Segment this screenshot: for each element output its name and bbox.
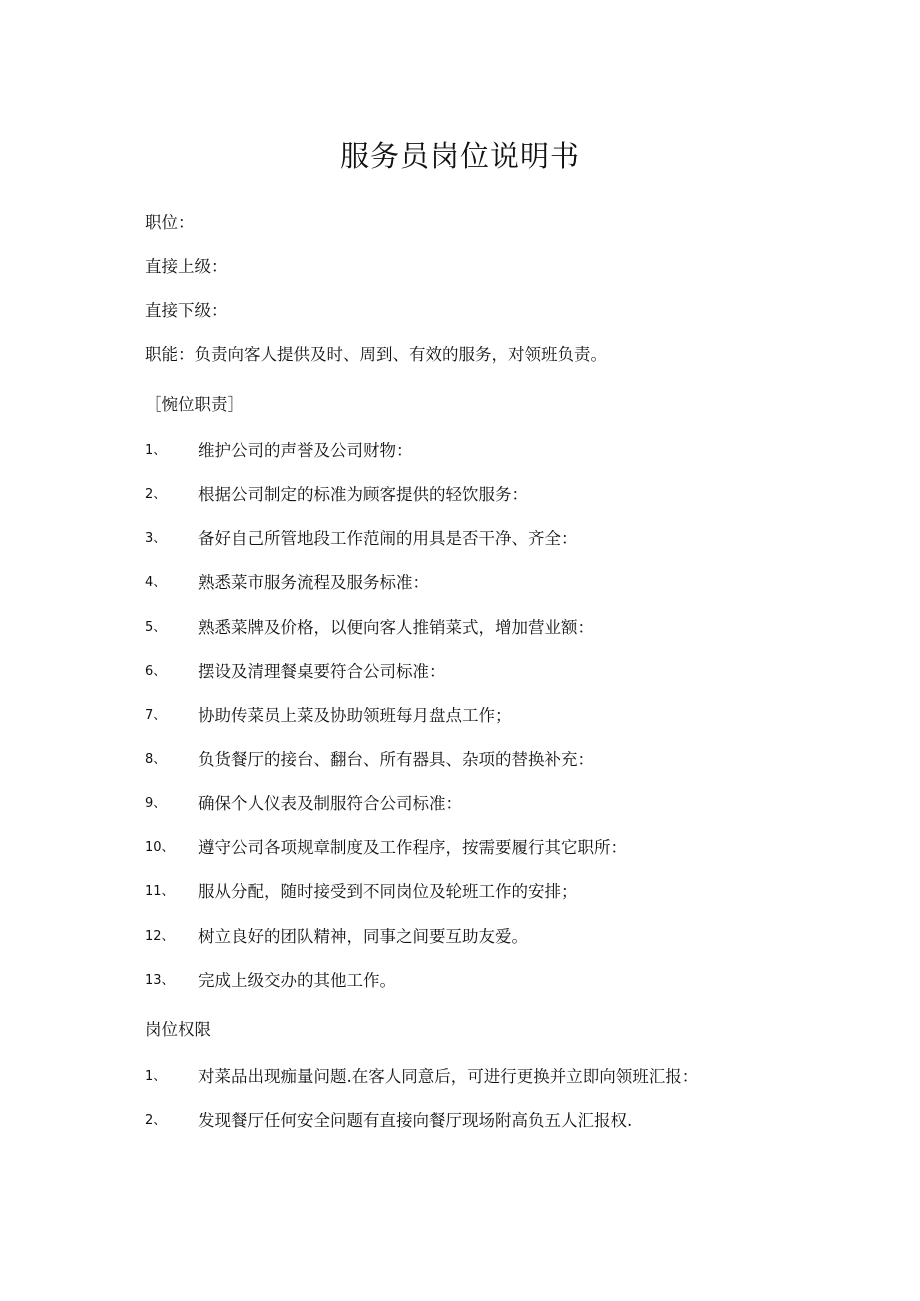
duty-text: 遵守公司各项规章制度及工作程序，按需要履行其它职所： [198, 838, 627, 857]
duty-text: 负货餐厅的接台、翻台、所有器具、杂项的替换补充： [198, 750, 594, 769]
duty-text: 服从分配，随时接受到不同岗位及轮班工作的安排； [198, 882, 578, 901]
duty-text: 树立良好的团队精神，同事之间要互助友爱。 [198, 927, 528, 946]
field-direct-superior: 直接上级： [145, 257, 228, 276]
duty-number: 7、 [145, 708, 167, 723]
duty-number: 11、 [145, 884, 175, 899]
duty-item [145, 836, 845, 860]
duty-number: 6、 [145, 664, 167, 679]
duty-text: 维护公司的声誉及公司财物： [198, 441, 413, 460]
duty-text: 熟悉菜牌及价格，以便向客人推销菜式，增加营业额： [198, 618, 594, 637]
duty-number: 10、 [145, 840, 175, 855]
duty-item [145, 483, 845, 507]
field-position: 职位： [145, 213, 195, 232]
duty-item [145, 571, 845, 595]
duty-item [145, 527, 845, 551]
authority-text: 发现餐厅任何安全问题有直接向餐厅现场附高负五人汇报权. [198, 1111, 633, 1130]
duty-item [145, 925, 845, 949]
duty-text: 完成上级交办的其他工作。 [198, 971, 396, 990]
duty-item [145, 880, 845, 904]
document-title: 服务员岗位说明书 [339, 139, 580, 173]
duty-number: 9、 [145, 796, 167, 811]
authority-text: 对菜品出现痂量问题.在客人同意后，可进行更换并立即向领班汇报： [198, 1067, 699, 1086]
duty-number: 2、 [145, 487, 167, 502]
duty-number: 4、 [145, 575, 167, 590]
authority-number: 2、 [145, 1113, 167, 1128]
duty-item [145, 969, 845, 993]
duty-number: 3、 [145, 531, 167, 546]
duty-text: 确保个人仪表及制服符合公司标准： [198, 794, 462, 813]
duty-number: 13、 [145, 973, 175, 988]
duty-text: 备好自己所管地段工作范闹的用具是否干净、齐全： [198, 529, 578, 548]
duty-item [145, 660, 845, 684]
field-direct-subordinate: 直接下级： [145, 301, 228, 320]
duty-item [145, 748, 845, 772]
authority-heading: 岗位权限 [145, 1020, 211, 1039]
duties-heading: ［惋位职责］ [145, 395, 244, 414]
duty-number: 1、 [145, 443, 167, 458]
authority-item [145, 1109, 845, 1133]
duty-number: 12、 [145, 929, 175, 944]
duty-number: 5、 [145, 620, 167, 635]
field-function: 职能：负责向客人提供及时、周到、有效的服务，对领班负责。 [145, 345, 607, 364]
authority-number: 1、 [145, 1069, 167, 1084]
duty-number: 8、 [145, 752, 167, 767]
duty-item [145, 439, 845, 463]
duty-item [145, 792, 845, 816]
duty-text: 熟悉菜市服务流程及服务标准： [198, 573, 429, 592]
duty-item [145, 616, 845, 640]
authority-item [145, 1065, 845, 1089]
duty-item [145, 704, 845, 728]
duty-text: 根据公司制定的标准为顾客提供的轻饮服务： [198, 485, 528, 504]
duty-text: 协助传菜员上菜及协助领班每月盘点工作； [198, 706, 512, 725]
duty-text: 摆设及清理餐桌要符合公司标准： [198, 662, 446, 681]
